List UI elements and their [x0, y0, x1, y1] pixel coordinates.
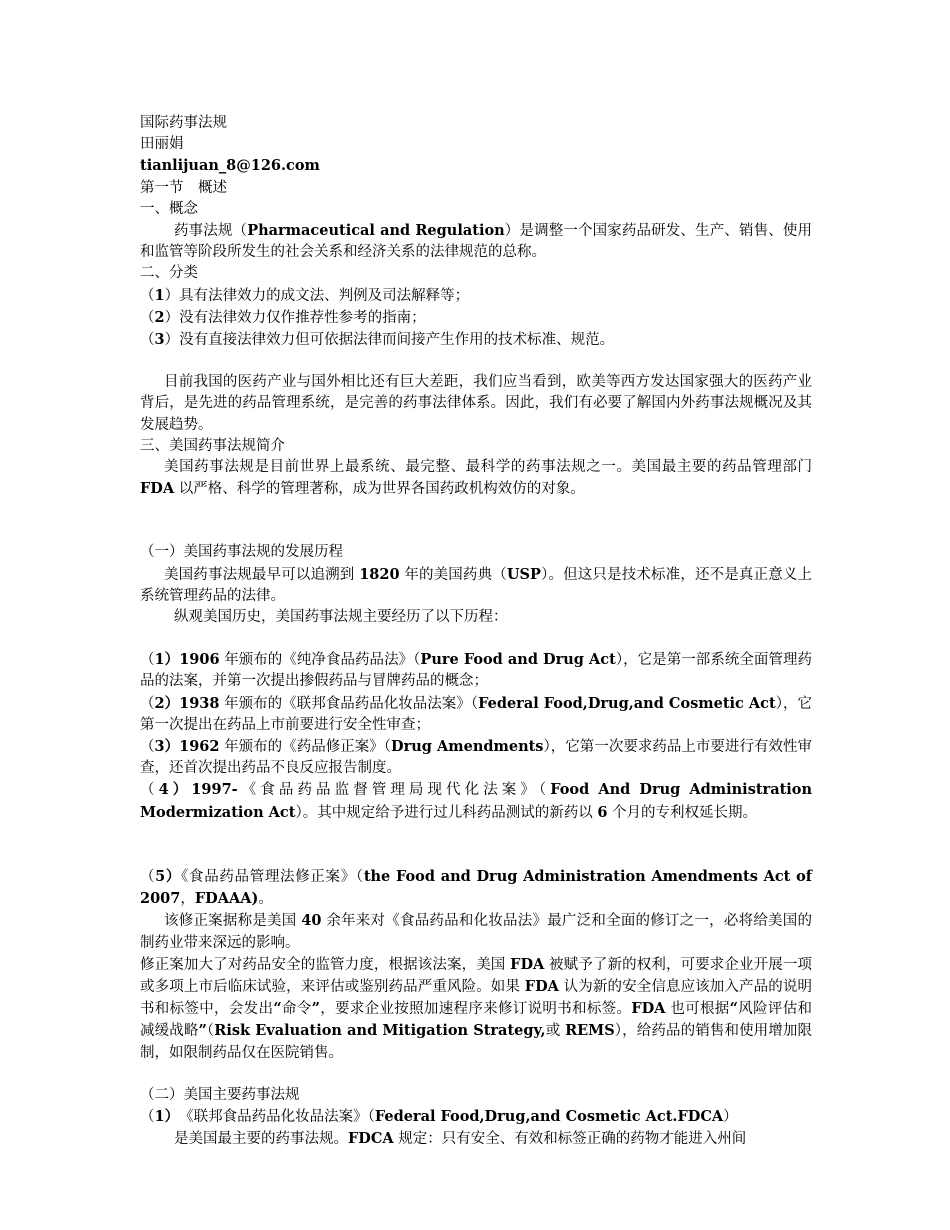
- concept-heading: 一、概念: [140, 200, 198, 217]
- history-paragraph: 纵观美国历史，美国药事法规主要经历了以下历程：: [174, 609, 508, 626]
- us-paragraph: 美国药事法规是目前世界上最系统、最完整、最科学的药事法规之一。美国最主要的药品管理部门 FDA 以严格、科学的管理著称，成为世界各国药政机构效仿的对象。: [140, 459, 812, 498]
- history-item: （1）1906 年颁布的《纯净食品药品法》（Pure Food and Drug Act），它是第一部系统全面管理药品的法案，并第一次提出掺假药品与冒牌药品的概念；: [140, 651, 813, 690]
- document-title: 国际药事法规: [140, 115, 227, 131]
- concept-paragraph: 药事法规（Pharmaceutical and Regulation）是调整一个国家药品研发、生产、销售、使用和监管等阶段所发生的社会关系和经济关系的法律规范的总称。: [140, 222, 813, 261]
- gap-paragraph: 目前我国的医药产业与国外相比还有巨大差距，我们应当看到，欧美等西方发达国家强大的医药产业背后，是先进的药品管理系统，是完善的药事法律体系。因此，我们有必要了解国内外药事法规概况及其发展趋势。: [140, 374, 812, 433]
- main-laws-heading: （二）美国主要药事法规: [140, 1086, 300, 1103]
- main-laws-paragraph: 是美国最主要的药事法规。FDCA 规定：只有安全、有效和标签正确的药物才能进入州间: [174, 1130, 747, 1148]
- history-item: （5）《食品药品管理法修正案》（the Food and Drug Administration Amendments Act of 2007，FDAAA)。: [140, 867, 813, 908]
- document-page: [140, 113, 812, 1150]
- history-heading: （一）美国药事法规的发展历程: [140, 544, 343, 561]
- classification-heading: 二、分类: [140, 265, 198, 282]
- classification-item: （1）具有法律效力的成文法、判例及司法解释等；: [140, 286, 470, 304]
- history-paragraph: 修正案加大了对药品安全的监管力度，根据该法案，美国 FDA 被赋予了新的权利，可要求企业开展一项或多项上市后临床试验，来评估或鉴别药品严重风险。如果 FDA 认为新的安全信息应该加入产品的说明书和标签中，会发出“命令”，要求企业按照加速程序来修订说明书和标签。FDA 也可根据“风险评估和减缓战略”（Risk Evaluation and Mitigation Strategy,或 REMS），给药品的销售和使用增加限制，如限制药品仅在医院销售。: [140, 955, 813, 1061]
- author-email: tianlijuan_8@126.com: [140, 157, 320, 175]
- author-name: 田丽娟: [140, 136, 184, 153]
- section-heading: 第一节 概述: [140, 179, 227, 196]
- us-heading: 三、美国药事法规简介: [140, 437, 285, 454]
- history-item: （4）1997-《食品药品监督管理局现代化法案》（Food And Drug Administration Modermization Act）。其中规定给予进行过儿科药品测试的新药以 6 个月的专利权延长期。: [140, 781, 813, 821]
- classification-item: （3）没有直接法律效力但可依据法律而间接产生作用的技术标准、规范。: [140, 331, 615, 349]
- history-item: （2）1938 年颁布的《联邦食品药品化妆品法案》（Federal Food,Drug,and Cosmetic Act），它第一次提出在药品上市前要进行安全性审查；: [140, 694, 813, 733]
- history-item: （3）1962 年颁布的《药品修正案》（Drug Amendments），它第一次要求药品上市要进行有效性审查，还首次提出药品不良反应报告制度。: [140, 738, 813, 777]
- history-paragraph: 该修正案据称是美国 40 余年来对《食品药品和化妆品法》最广泛和全面的修订之一，必将给美国的制药业带来深远的影响。: [140, 912, 813, 951]
- classification-item: （2）没有法律效力仅作推荐性参考的指南；: [140, 308, 426, 326]
- main-laws-item: （1） 《联邦食品药品化妆品法案》（Federal Food,Drug,and Cosmetic Act.FDCA）: [140, 1107, 738, 1125]
- history-paragraph: 美国药事法规最早可以追溯到 1820 年的美国药典（USP）。但这只是技术标准，还不是真正意义上系统管理药品的法律。: [140, 565, 813, 604]
